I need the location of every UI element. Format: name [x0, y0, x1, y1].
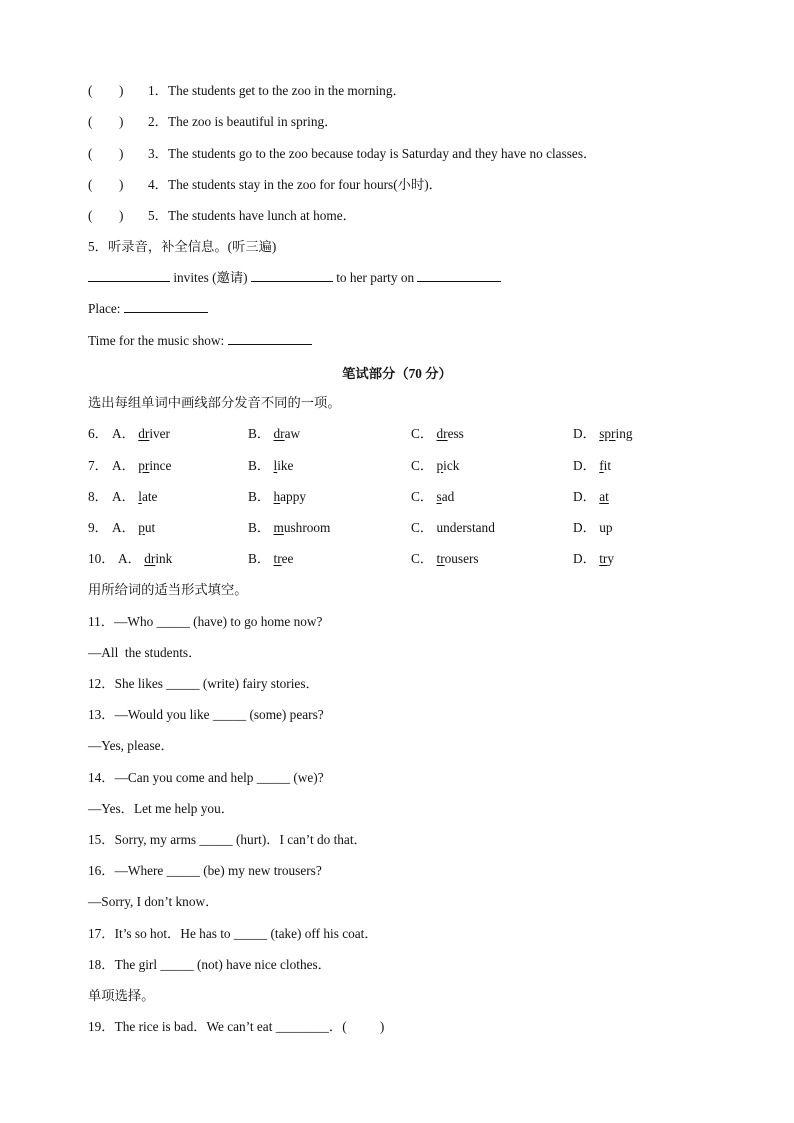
option[interactable]: C． sad: [411, 489, 455, 504]
fill-item[interactable]: 17．It’s so hot．He has to _____ (take) off his coat．: [88, 926, 378, 941]
option[interactable]: D． try: [573, 551, 615, 566]
fill-item: —Sorry, I don’t know．: [88, 894, 219, 909]
fill-item: —Yes．Let me help you．: [88, 801, 235, 816]
option[interactable]: B． draw: [248, 426, 301, 441]
option[interactable]: A． prince: [112, 458, 172, 473]
option[interactable]: B． like: [248, 458, 294, 473]
fill-item[interactable]: 12．She likes _____ (write) fairy stories．: [88, 676, 319, 691]
option[interactable]: A． driver: [112, 426, 170, 441]
option[interactable]: C． understand: [411, 520, 495, 535]
tf-item: ( ) 5．The students have lunch at home．: [88, 208, 356, 223]
invite-line: invites (邀请) to her party on: [88, 269, 501, 287]
blank-field[interactable]: [228, 332, 312, 345]
tf-item: ( ) 3．The students go to the zoo because today is Saturday and they have no classes．: [88, 146, 597, 161]
blank-field[interactable]: [251, 269, 333, 282]
phonics-row: 8． A． late B． happy C． sad D． at: [88, 489, 609, 504]
answer-bracket[interactable]: ( ): [88, 114, 124, 129]
question-19[interactable]: 19．The rice is bad．We can’t eat ________．( ): [88, 1019, 385, 1034]
section-5-title: 5．听录音，补全信息。(听三遍): [88, 239, 277, 254]
fill-instruction: 用所给词的适当形式填空。: [88, 582, 248, 597]
place-line: Place:: [88, 300, 208, 318]
fill-item[interactable]: 16．—Where _____ (be) my new trousers?: [88, 863, 322, 878]
option[interactable]: D． at: [573, 489, 609, 504]
answer-bracket[interactable]: ( ): [88, 177, 124, 192]
fill-item: —Yes, please．: [88, 738, 174, 753]
fill-item[interactable]: 14．—Can you come and help _____ (we)?: [88, 770, 324, 785]
option[interactable]: B． happy: [248, 489, 307, 504]
blank-field[interactable]: [417, 269, 501, 282]
phonics-instruction: 选出每组单词中画线部分发音不同的一项。: [88, 395, 341, 410]
option[interactable]: D． spring: [573, 426, 633, 441]
option[interactable]: B． tree: [248, 551, 294, 566]
fill-item[interactable]: 11．—Who _____ (have) to go home now?: [88, 614, 323, 629]
phonics-row: 7． A． prince B． like C． pick D． fit: [88, 458, 612, 473]
answer-bracket[interactable]: ( ): [88, 83, 124, 98]
option[interactable]: D． up: [573, 520, 613, 535]
option[interactable]: C． pick: [411, 458, 460, 473]
fill-item[interactable]: 13．—Would you like _____ (some) pears?: [88, 707, 324, 722]
blank-field[interactable]: [124, 300, 208, 313]
fill-item[interactable]: 18．The girl _____ (not) have nice clothes．: [88, 957, 331, 972]
option[interactable]: C． dress: [411, 426, 464, 441]
written-heading: 笔试部分（70 分）: [342, 366, 452, 381]
music-line: Time for the music show:: [88, 332, 312, 350]
answer-bracket[interactable]: ( ): [88, 146, 124, 161]
fill-item[interactable]: 15．Sorry, my arms _____ (hurt)．I can’t do that．: [88, 832, 367, 847]
tf-item: ( ) 4．The students stay in the zoo for four hours(小时)．: [88, 177, 442, 192]
option[interactable]: D． fit: [573, 458, 612, 473]
option[interactable]: A． late: [112, 489, 158, 504]
answer-bracket[interactable]: ( ): [88, 208, 124, 223]
option[interactable]: C． trousers: [411, 551, 479, 566]
option[interactable]: B． mushroom: [248, 520, 331, 535]
fill-item: —All the students．: [88, 645, 202, 660]
phonics-row: 10． A． drink B． tree C． trousers D． try: [88, 551, 615, 566]
phonics-row: 9． A． put B． mushroom C． understand D． up: [88, 520, 613, 535]
tf-item: ( ) 1．The students get to the zoo in the morning．: [88, 83, 406, 98]
tf-item: ( ) 2．The zoo is beautiful in spring．: [88, 114, 338, 129]
phonics-row: 6． A． driver B． draw C． dress D． spring: [88, 426, 633, 441]
blank-field[interactable]: [88, 269, 170, 282]
choice-instruction: 单项选择。: [88, 988, 155, 1003]
option[interactable]: A． drink: [118, 551, 173, 566]
option[interactable]: A． put: [112, 520, 156, 535]
